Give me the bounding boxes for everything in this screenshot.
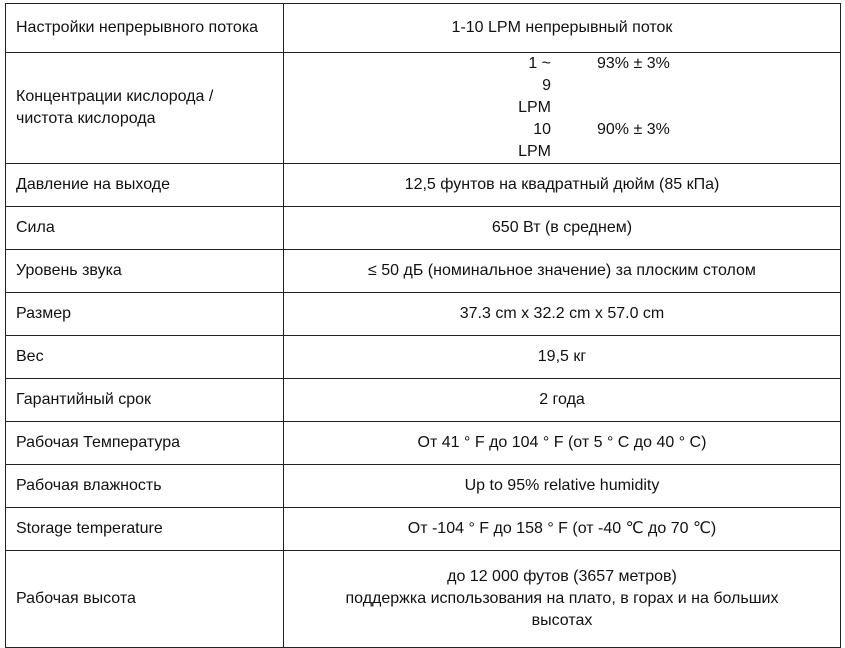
sound-label: Уровень звука xyxy=(6,250,284,293)
spec-table xyxy=(5,3,841,648)
operating-temperature-label: Рабочая Температура xyxy=(6,422,284,465)
outlet-pressure-label: Давление на выходе xyxy=(6,164,284,207)
size-label: Размер xyxy=(6,293,284,336)
operating-altitude-value xyxy=(284,551,841,648)
sound-value: ≤ 50 дБ (номинальное значение) за плоским столом xyxy=(284,250,841,293)
storage-temperature-label: Storage temperature xyxy=(6,508,284,551)
operating-humidity-value: Up to 95% relative humidity xyxy=(284,465,841,508)
weight-label: Вес xyxy=(6,336,284,379)
oxygen-label: Концентрации кислорода / чистота кислорода xyxy=(6,53,284,164)
oxygen-grid xyxy=(517,53,697,163)
size-value: 37.3 cm x 32.2 cm x 57.0 cm xyxy=(284,293,841,336)
operating-altitude-line-1: до 12 000 футов (3657 метров) xyxy=(447,568,677,585)
row-outlet-pressure xyxy=(6,164,841,207)
operating-altitude-line-3: высотах xyxy=(531,612,593,629)
row-flow-settings xyxy=(6,4,841,53)
oxygen-flow-2: 10 LPM xyxy=(518,121,551,160)
row-power xyxy=(6,207,841,250)
operating-temperature-value: От 41 ° F до 104 ° F (от 5 ° C до 40 ° C) xyxy=(284,422,841,465)
row-operating-humidity xyxy=(6,465,841,508)
flow-settings-label: Настройки непрерывного потока xyxy=(6,4,284,53)
flow-settings-value: 1-10 LPM непрерывный поток xyxy=(284,4,841,53)
row-operating-temperature xyxy=(6,422,841,465)
row-sound xyxy=(6,250,841,293)
power-label: Сила xyxy=(6,207,284,250)
operating-altitude-line-2: поддержка использования на плато, в горах и на больших xyxy=(345,590,779,607)
operating-altitude-label: Рабочая высота xyxy=(6,551,284,648)
weight-value: 19,5 кг xyxy=(284,336,841,379)
row-operating-altitude xyxy=(6,551,841,648)
oxygen-purity-1: 93% ± 3% xyxy=(597,55,670,72)
operating-humidity-label: Рабочая влажность xyxy=(6,465,284,508)
oxygen-purity-2: 90% ± 3% xyxy=(597,121,670,138)
row-warranty xyxy=(6,379,841,422)
warranty-label: Гарантийный срок xyxy=(6,379,284,422)
oxygen-flow-1: 1 ~ 9 LPM xyxy=(518,55,551,116)
oxygen-value xyxy=(284,53,841,164)
warranty-value: 2 года xyxy=(284,379,841,422)
row-weight xyxy=(6,336,841,379)
row-oxygen xyxy=(6,53,841,164)
row-storage-temperature xyxy=(6,508,841,551)
row-size xyxy=(6,293,841,336)
outlet-pressure-value: 12,5 фунтов на квадратный дюйм (85 кПа) xyxy=(284,164,841,207)
storage-temperature-value: От -104 ° F до 158 ° F (от -40 ℃ до 70 ℃) xyxy=(284,508,841,551)
power-value: 650 Вт (в среднем) xyxy=(284,207,841,250)
